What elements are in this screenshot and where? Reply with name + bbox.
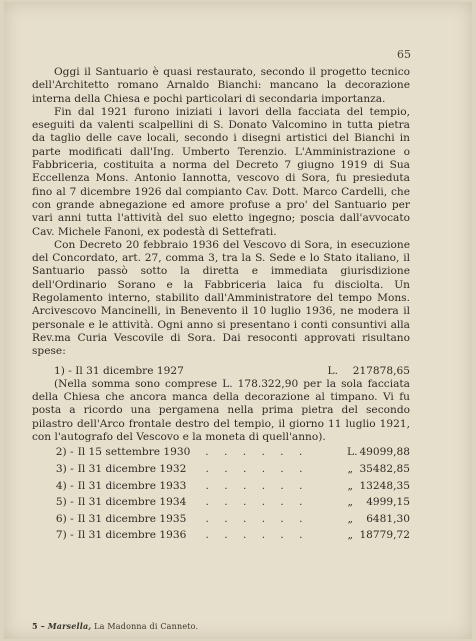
book-page — [4, 2, 472, 639]
paragraph: Fin dal 1921 furono iniziati i lavori della facciata del tempio, eseguiti da valenti scalpellini di S. Donato Valcomino in tutta pietra da taglio delle cave locali, secondo i disegni artistici del Bianchi in parte modificati dall'Ing. Umberto Terenzio. L'Amministrazione o Fabbriceria, costituita a norma del Decreto 7 giugno 1919 di Sua Eccellenza Mons. Antonio Iannotta, vescovo di Sora, fu presieduta fino al 7 dicembre 1926 dal compianto Cav. Dott. Marco Cardelli, che con grande abnegazione ed amore profuse a pro' del Santuario per vari anni tutta l'attività del suo eletto ingegno; poscia dall'avvocato Cav. Michele Fanoni, ex podestà di Settefrati. — [32, 105, 410, 238]
ledger-row-amount: 4999,15 — [366, 496, 410, 509]
ledger-row-leader: . . . . . . — [205, 496, 309, 509]
ledger-row-date: Il 31 dicembre 1933 — [77, 479, 187, 492]
ledger-row-currency: „ — [347, 496, 354, 509]
ledger-row-currency: „ — [347, 462, 354, 475]
sheet-mark: 5 – — [32, 621, 45, 631]
ledger-row-number: 4) - — [55, 479, 74, 492]
expense-entry-amount: 217878,65 — [352, 364, 410, 377]
ledger-row-leader: . . . . . . — [205, 446, 309, 459]
ledger-row — [32, 513, 410, 530]
ledger-row-leader: . . . . . . — [205, 529, 309, 542]
ledger-row — [32, 496, 410, 513]
ledger-row — [32, 463, 410, 480]
expense-entry-label: 1) - Il 31 dicembre 1927 — [54, 364, 184, 377]
ledger-row-number: 2) - — [55, 446, 74, 459]
ledger-row-leader: . . . . . . — [205, 512, 309, 525]
ledger-row — [32, 446, 410, 463]
expense-entry-1 — [32, 365, 410, 445]
paragraph: Oggi il Santuario è quasi restaurato, secondo il progetto tecnico dell'Architetto romano Arnaldo Bianchi: mancano la decorazione interna della Chiesa e pochi particolari di secondaria importanza. — [32, 66, 410, 105]
ledger-row-currency: „ — [347, 512, 354, 525]
ledger-row-leader: . . . . . . — [205, 479, 309, 492]
footer-author: Marsella, — [47, 621, 92, 631]
ledger-row-number: 7) - — [55, 529, 74, 542]
ledger-row-currency: L. — [347, 446, 358, 459]
ledger-row — [32, 480, 410, 497]
expense-entry-header — [32, 365, 410, 378]
ledger-row-date: Il 31 dicembre 1936 — [77, 529, 187, 542]
expense-entry-amount-group — [328, 365, 410, 378]
ledger-row-currency: „ — [347, 479, 354, 492]
ledger-row-number: 3) - — [55, 462, 74, 475]
paragraph: Con Decreto 20 febbraio 1936 del Vescovo di Sora, in esecuzione del Concordato, art. 27, comma 3, tra la S. Sede e lo Stato italiano, il Santuario passò sotto la diretta e immediata giurisdizione dell'Ordinario Sorano e la Fabbriceria laica fu disciolta. Un Regolamento interno, stabilito dall'Amministratore del tempo Mons. Arcivescovo Mancinelli, in Benevento il 10 luglio 1936, ne modera il personale e le attività. Ogni anno si presentano i conti consuntivi alla Rev.ma Curia Vescovile di Sora. Dai resoconti approvati risultano spese: — [32, 238, 410, 358]
ledger-row-date: Il 31 dicembre 1932 — [77, 462, 187, 475]
ledger-row-date: Il 31 dicembre 1935 — [77, 512, 187, 525]
signature-footer — [32, 621, 198, 631]
ledger-row-amount: 35482,85 — [359, 462, 410, 475]
ledger-row-currency: „ — [347, 529, 354, 542]
expense-ledger — [32, 446, 410, 546]
ledger-row-amount: 6481,30 — [366, 512, 410, 525]
ledger-row-leader: . . . . . . — [205, 462, 309, 475]
ledger-row-amount: 18779,72 — [359, 529, 410, 542]
ledger-row-amount: 13248,35 — [359, 479, 410, 492]
ledger-row-number: 6) - — [55, 512, 74, 525]
expense-entry-currency: L. — [327, 364, 338, 377]
ledger-row-date: Il 31 dicembre 1934 — [77, 496, 187, 509]
ledger-row-date: Il 15 settembre 1930 — [77, 446, 191, 459]
ledger-row-amount: 49099,88 — [359, 446, 410, 459]
ledger-row-number: 5) - — [55, 496, 74, 509]
footer-title: La Madonna di Canneto. — [94, 622, 199, 631]
expense-entry-note: (Nella somma sono comprese L. 178.322,90 per la sola facciata della Chiesa che ancora manca della decorazione al timpano. Vi fu posta a ricordo una pergamena nella prima pietra del secondo pilastro dell'Arco frontale destro del tempio, il giorno 11 luglio 1921, con l'autografo del Vescovo e la moneta di quell'anno). — [32, 377, 410, 444]
body-text — [32, 66, 410, 546]
ledger-row — [32, 529, 410, 546]
page-number: 65 — [397, 48, 411, 61]
